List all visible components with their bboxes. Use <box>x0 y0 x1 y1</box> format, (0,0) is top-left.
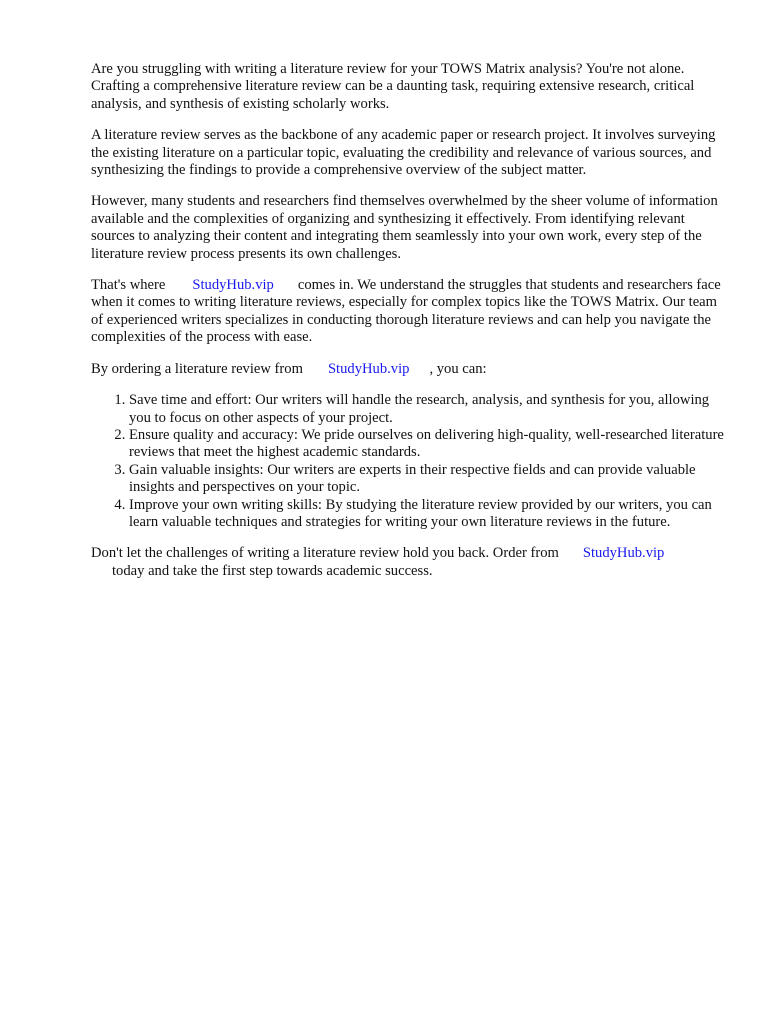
document-page <box>91 61 731 594</box>
service-text-after: comes in. We understand the struggles that students and researchers face when it comes to writing literature reviews, especially for complex topics like the TOWS Matrix. Our team of experienced writers specializes in conducting thorough literature reviews and can help you navigate the complexities of the process with ease. <box>91 277 721 346</box>
closing-text-after: today and take the first step towards academic success. <box>112 562 433 579</box>
benefits-list <box>91 392 731 531</box>
list-item: 3. Gain valuable insights: Our writers are experts in their respective fields and can provide valuable insights and perspectives on your topic. <box>129 462 731 497</box>
studyhub-link[interactable]: StudyHub.vip <box>327 360 410 377</box>
studyhub-link[interactable]: StudyHub.vip <box>582 545 665 562</box>
list-item: 1. Save time and effort: Our writers will handle the research, analysis, and synthesis for you, allowing you to focus on other aspects of your project. <box>129 392 731 427</box>
challenges-paragraph: However, many students and researchers find themselves overwhelmed by the sheer volume of information available and the complexities of organizing and synthesizing it effectively. From identifying relevant sources to analyzing their content and integrating them seamlessly into your own work, every step of the literature review process presents its own challenges. <box>91 193 718 262</box>
definition-paragraph: A literature review serves as the backbone of any academic paper or research project. It involves surveying the existing literature on a particular topic, evaluating the credibility and relevance of various sources, and synthesizing the findings to provide a comprehensive overview of the subject matter. <box>91 127 716 179</box>
service-paragraph <box>91 277 731 347</box>
ordering-paragraph <box>91 361 731 378</box>
studyhub-link[interactable]: StudyHub.vip <box>192 277 274 294</box>
closing-text-before: Don't let the challenges of writing a literature review hold you back. Order from <box>91 545 559 562</box>
list-item: 2. Ensure quality and accuracy: We pride ourselves on delivering high-quality, well-researched literature reviews that meet the highest academic standards. <box>129 427 731 462</box>
list-item: 4. Improve your own writing skills: By studying the literature review provided by our writers, you can learn valuable techniques and strategies for writing your own literature reviews in the future. <box>129 497 731 532</box>
ordering-text-after: , you can: <box>429 360 487 377</box>
closing-paragraph <box>91 545 731 580</box>
ordering-text-before: By ordering a literature review from <box>91 360 303 377</box>
service-text-before: That's where <box>91 277 166 294</box>
intro-paragraph: Are you struggling with writing a literature review for your TOWS Matrix analysis? You're not alone. Crafting a comprehensive literature review can be a daunting task, requiring extensive research, critical analysis, and synthesis of existing scholarly works. <box>91 61 695 112</box>
